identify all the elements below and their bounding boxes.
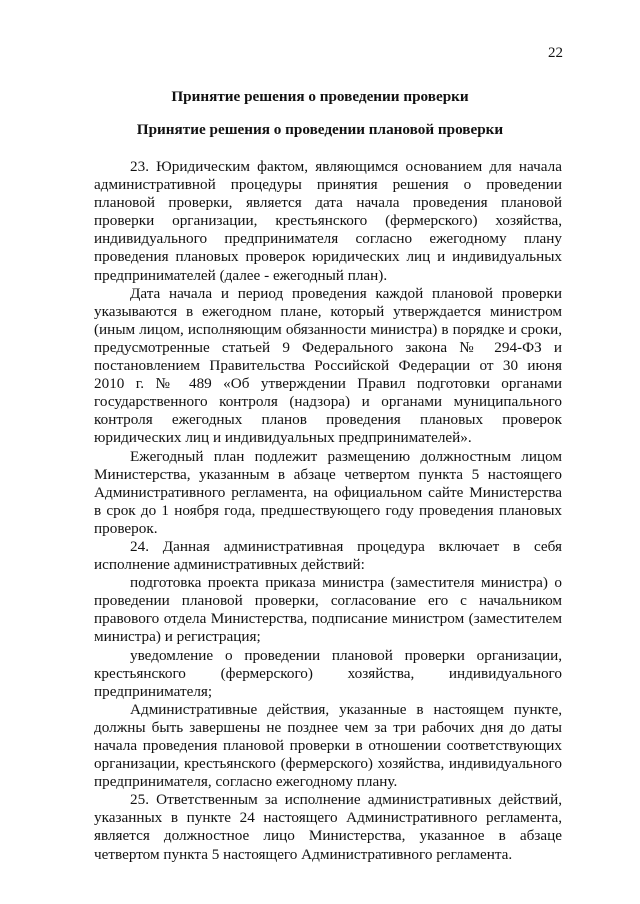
paragraph-action-order: подготовка проекта приказа министра (заместителя министра) о проведении плановой проверки, согласование его с начальником правового отдела Министерства, подписание министром (заместителем министра) и регистрация; (94, 574, 562, 646)
paragraph-23: 23. Юридическим фактом, являющимся основанием для начала административной процедуры принятия решения о проведении плановой проверки, является дата начала проведения плановой проверки организации, крестьянского (фермерского) хозяйства, индивидуального предпринимателя согласно ежегодному плану проведения плановых проверок юридических лиц и индивидуальных предпринимателей (далее - ежегодный план). (94, 158, 562, 284)
paragraph-plan-publication: Ежегодный план подлежит размещению должностным лицом Министерства, указанным в абзаце четвертом пункта 5 настоящего Административного регламента, на официальном сайте Министерства в срок до 1 ноября года, предшествующего году проведения плановых проверок. (94, 447, 562, 537)
paragraph-25: 25. Ответственным за исполнение административных действий, указанных в пункте 24 настоящего Административного регламента, является должностное лицо Министерства, указанное в абзаце четвертом пункта 5 настоящего Административного регламента. (94, 791, 562, 863)
paragraph-action-notice: уведомление о проведении плановой проверки организации, крестьянского (фермерского) хозяйства, индивидуального предпринимателя; (94, 646, 562, 700)
paragraph-deadline: Административные действия, указанные в настоящем пункте, должны быть завершены не позднее чем за три рабочих дня до даты начала проведения плановой проверки в отношении соответствующих организации, крестьянского (фермерского) хозяйства, индивидуального предпринимателя, согласно ежегодному плану. (94, 700, 562, 791)
paragraph-24: 24. Данная административная процедура включает в себя исполнение административных действий: (94, 537, 562, 574)
document-body (94, 158, 562, 864)
subsection-heading: Принятие решения о проведении плановой проверки (136, 121, 504, 138)
section-heading: Принятие решения о проведении проверки (171, 88, 469, 105)
page-number: 22 (548, 45, 563, 61)
paragraph-plan-dates: Дата начала и период проведения каждой плановой проверки указываются в ежегодном плане, который утверждается министром (иным лицом, исполняющим обязанности министра) в порядке и сроки, предусмотренные статьей 9 Федерального закона № 294-ФЗ и постановлением Правительства Российской Федерации от 30 июня 2010 г. № 489 «Об утверждении Правил подготовки органами государственного контроля (надзора) и органами муниципального контроля ежегодных планов проведения плановых проверок юридических лиц и индивидуальных предпринимателей». (94, 284, 562, 447)
